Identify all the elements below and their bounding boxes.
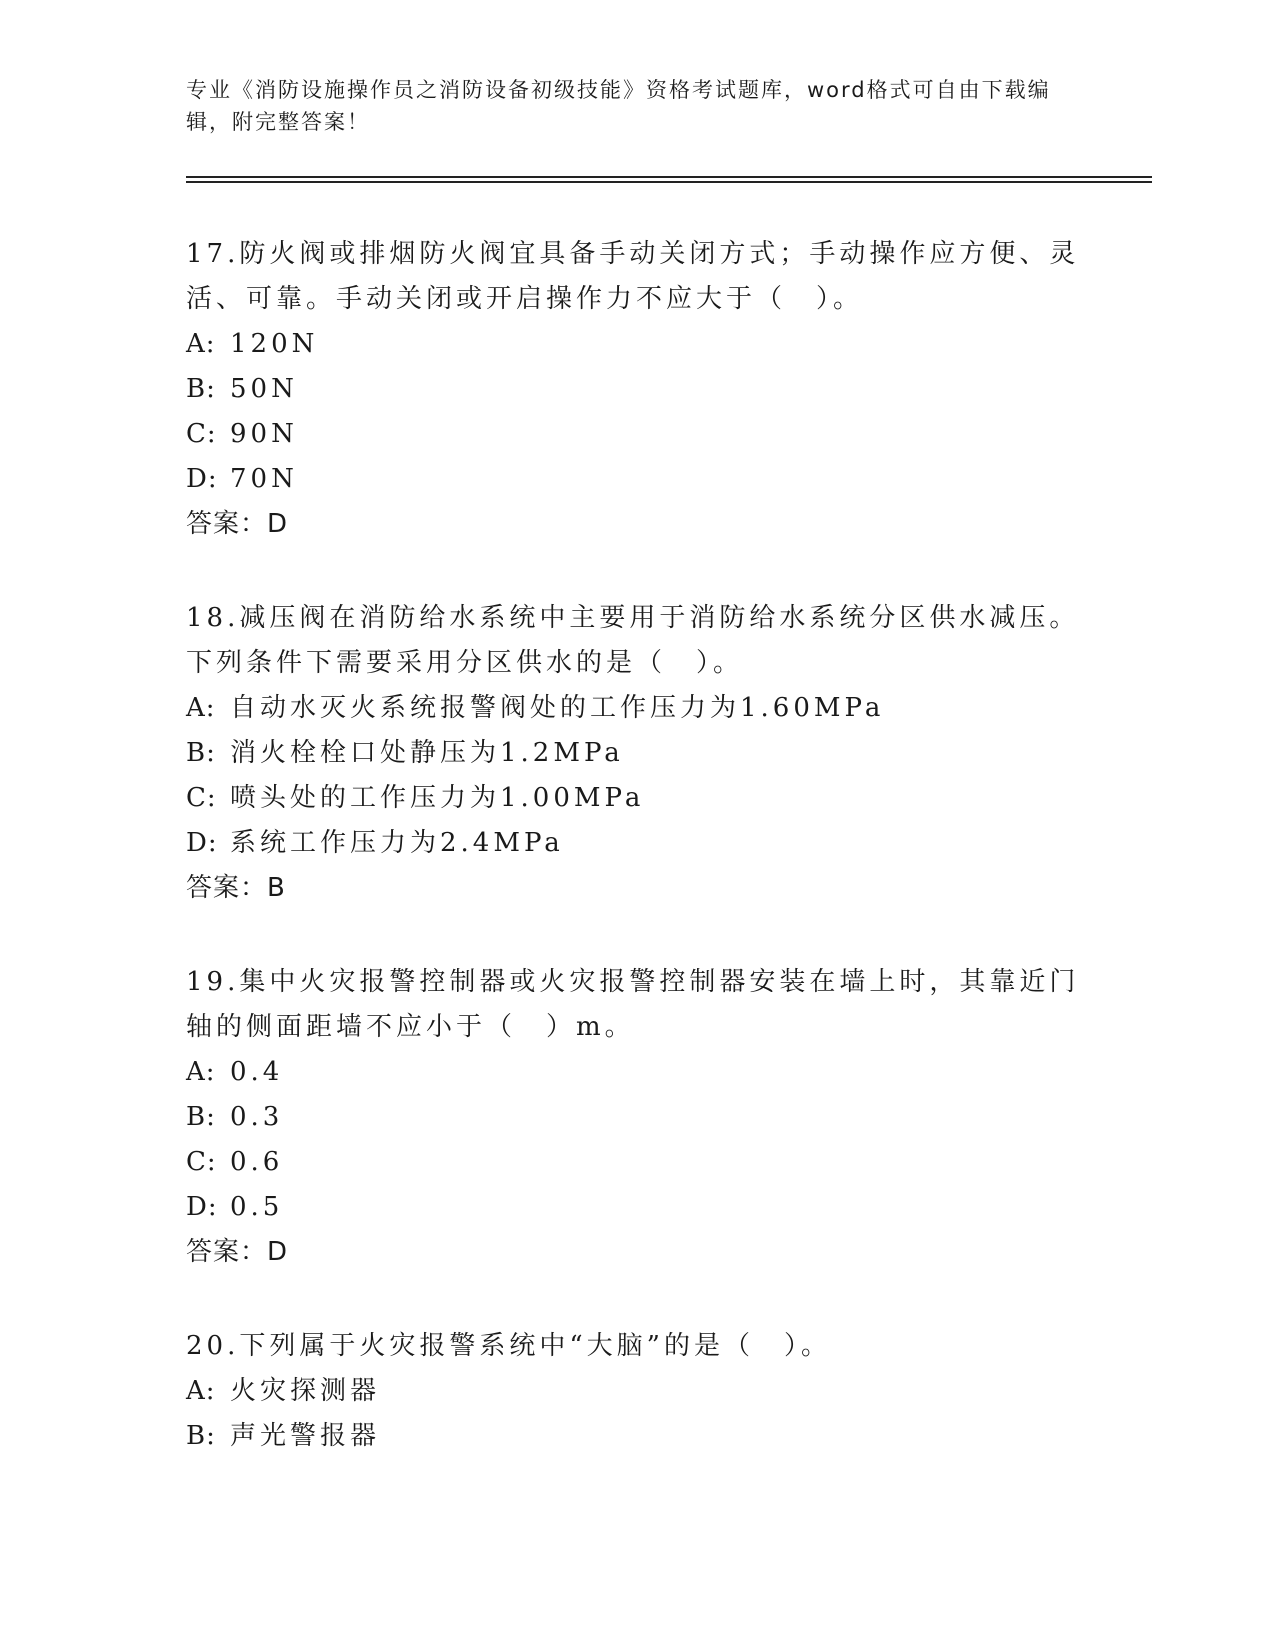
option-c (186, 412, 1086, 457)
option-a (186, 686, 1086, 731)
option-text: 火灾探测器 (230, 1376, 381, 1406)
option-b (186, 731, 1086, 776)
option-label: B: (186, 374, 216, 404)
option-label: A: (186, 1057, 216, 1087)
option-label: A: (186, 1376, 216, 1406)
answer-line: 答案：D (186, 1237, 289, 1267)
option-text: 声光警报器 (230, 1421, 381, 1451)
question-number: 19. (186, 967, 240, 997)
option-label: C: (186, 783, 217, 813)
option-label: A: (186, 329, 216, 359)
question-19 (186, 960, 1086, 1275)
question-20 (186, 1324, 1086, 1459)
header-divider-bottom (186, 181, 1152, 183)
answer-line: 答案：B (186, 873, 286, 903)
option-text: 0.3 (230, 1102, 284, 1132)
question-18 (186, 596, 1086, 911)
option-text: 50N (230, 374, 298, 404)
option-c (186, 1140, 1086, 1185)
question-17 (186, 232, 1086, 547)
option-text: 喷头处的工作压力为1.00MPa (230, 783, 645, 813)
option-label: C: (186, 419, 217, 449)
question-body: 集中火灾报警控制器或火灾报警控制器安装在墙上时，其靠近门轴的侧面距墙不应小于（ ）m。 (186, 967, 1080, 1042)
header-divider-top (186, 176, 1152, 178)
option-label: B: (186, 738, 216, 768)
question-body: 减压阀在消防给水系统中主要用于消防给水系统分区供水减压。下列条件下需要采用分区供水的是（ ）。 (186, 603, 1080, 678)
question-text (186, 596, 1086, 686)
option-text: 0.6 (230, 1147, 284, 1177)
option-text: 系统工作压力为2.4MPa (230, 828, 564, 858)
question-number: 18. (186, 603, 240, 633)
question-number: 20. (186, 1331, 240, 1361)
question-text (186, 232, 1086, 322)
option-a (186, 322, 1086, 367)
option-d (186, 1185, 1086, 1230)
option-a (186, 1369, 1086, 1414)
option-d (186, 457, 1086, 502)
question-text (186, 1324, 1086, 1369)
option-label: D: (186, 1192, 218, 1222)
option-label: D: (186, 828, 218, 858)
option-text: 70N (230, 464, 298, 494)
option-b (186, 1414, 1086, 1459)
option-a (186, 1050, 1086, 1095)
document-header: 专业《消防设施操作员之消防设备初级技能》资格考试题库，word格式可自由下载编辑，附完整答案！ (186, 78, 1051, 134)
option-label: B: (186, 1421, 216, 1451)
answer-line: 答案：D (186, 509, 289, 539)
question-body: 下列属于火灾报警系统中“大脑”的是（ ）。 (239, 1331, 831, 1361)
option-text: 90N (230, 419, 298, 449)
option-label: D: (186, 464, 218, 494)
option-text: 自动水灭火系统报警阀处的工作压力为1.60MPa (230, 693, 885, 723)
option-d (186, 821, 1086, 866)
option-text: 消火栓栓口处静压为1.2MPa (230, 738, 624, 768)
option-text: 0.5 (230, 1192, 284, 1222)
question-text (186, 960, 1086, 1050)
option-text: 0.4 (230, 1057, 284, 1087)
option-b (186, 367, 1086, 412)
option-label: A: (186, 693, 216, 723)
option-label: C: (186, 1147, 217, 1177)
option-text: 120N (230, 329, 319, 359)
option-b (186, 1095, 1086, 1140)
question-body: 防火阀或排烟防火阀宜具备手动关闭方式；手动操作应方便、灵活、可靠。手动关闭或开启操作力不应大于（ ）。 (186, 239, 1080, 314)
option-label: B: (186, 1102, 216, 1132)
question-number: 17. (186, 239, 240, 269)
option-c (186, 776, 1086, 821)
